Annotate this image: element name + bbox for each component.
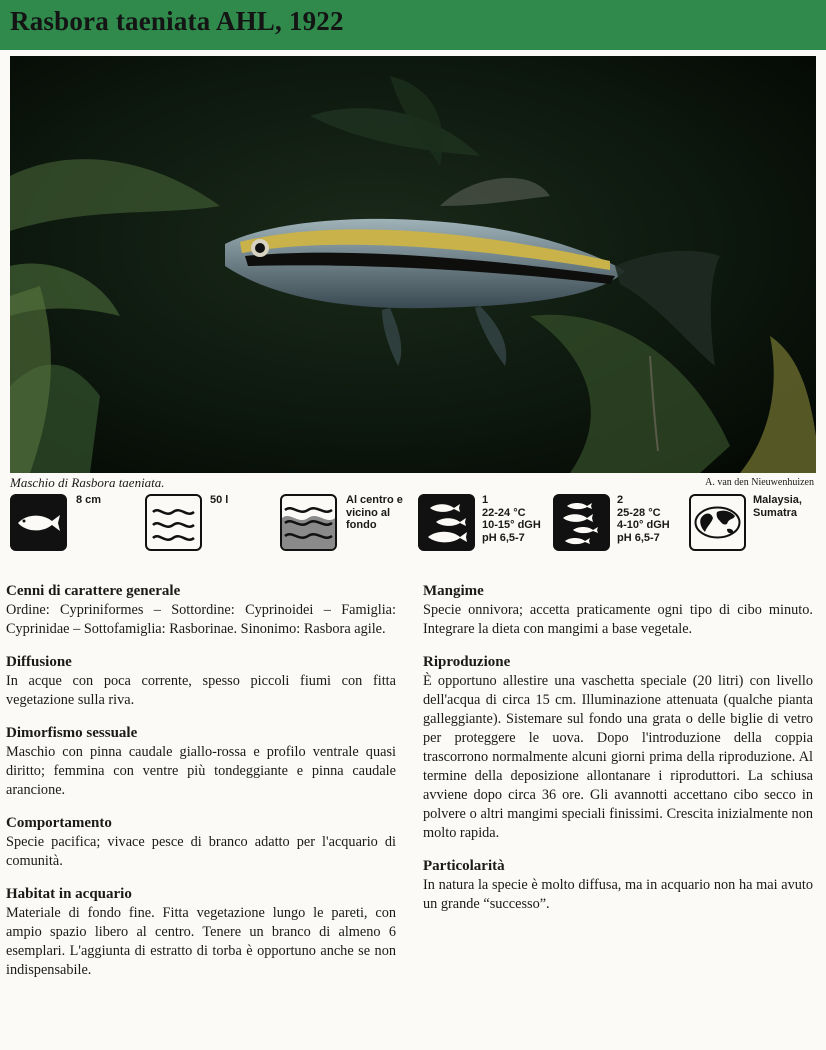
section-heading: Dimorfismo sessuale (6, 725, 138, 741)
section-heading: Mangime (423, 583, 484, 599)
section-heading: Habitat in acquario (6, 886, 132, 902)
left-column (6, 583, 396, 995)
origin-label: Malaysia, Sumatra (753, 494, 802, 519)
fish-size-label: 8 cm (76, 494, 102, 506)
section-text: Ordine: Cypriniformes – Sottordine: Cyprinoidei – Famiglia: Cyprinidae – Sottofamiglia: Rasborinae. Sinonimo: Rasbora agile. (6, 602, 396, 637)
section-text: In natura la specie è molto diffusa, ma in acquario non ha mai avuto un grande “successo”. (423, 877, 813, 912)
breeding-1-label: 1 22-24 °C 10-15° dGH pH 6,5-7 (482, 494, 541, 544)
section-mangime (423, 583, 813, 639)
section-heading: Riproduzione (423, 654, 511, 670)
swim-zone-icon (280, 494, 337, 551)
tank-volume-label: 50 l (210, 494, 229, 506)
tank-volume-icon (145, 494, 202, 551)
section-text: In acque con poca corrente, spesso piccoli fiumi con fitta vegetazione sulla riva. (6, 673, 396, 708)
fish-size-icon (10, 494, 67, 551)
section-heading: Particolarità (423, 858, 505, 874)
section-text: Maschio con pinna caudale giallo-rossa e profilo ventrale quasi diritto; femmina con ventre più tondeggiante e pinna caudale arancione. (6, 744, 396, 798)
section-habitat (6, 886, 396, 980)
section-text: È opportuno allestire una vaschetta speciale (20 litri) con livello dell'acqua di circa 15 cm. Illuminazione attenuata (qualche pianta galleggiante). Sistemare sul fondo una grata o delle biglie di vetro per proteggere le uova. Dopo l'introduzione della coppia trascorrono normalmente alcuni giorni prima della riproduzione. Al termine della deposizione allontanare i riproduttori. La schiusa avviene dopo circa 36 ore. Gli avannotti accettano cibo secco in polvere o altri mangimi speciali finissimi. Crescita inizialmente non molto rapida. (423, 673, 813, 841)
section-particolarita (423, 858, 813, 914)
world-map-icon (689, 494, 746, 551)
breeding-2-label: 2 25-28 °C 4-10° dGH pH 6,5-7 (617, 494, 670, 544)
section-diffusione (6, 654, 396, 710)
section-heading: Cenni di carattere generale (6, 583, 181, 599)
section-heading: Diffusione (6, 654, 72, 670)
info-icon-strip (0, 490, 826, 556)
section-riproduzione (423, 654, 813, 843)
section-comportamento (6, 815, 396, 871)
fish-photo-illustration (10, 56, 816, 473)
breeding-1-icon (418, 494, 475, 551)
section-text: Specie onnivora; accetta praticamente ogni tipo di cibo minuto. Integrare la dieta con mangimi a base vegetale. (423, 602, 813, 637)
section-text: Specie pacifica; vivace pesce di branco adatto per l'acquario di comunità. (6, 834, 396, 869)
title-bar (0, 0, 826, 50)
breeding-2-icon (553, 494, 610, 551)
section-heading: Comportamento (6, 815, 112, 831)
page-title: Rasbora taeniata AHL, 1922 (10, 6, 344, 36)
fish-photo (10, 56, 816, 473)
section-text: Materiale di fondo fine. Fitta vegetazione lungo le pareti, con ampio spazio libero al centro. Tenere un branco di almeno 6 esemplari. L'aggiunta di estratto di torba è opportuno anche se non indispensabile. (6, 905, 396, 978)
right-column (423, 583, 813, 929)
section-cenni (6, 583, 396, 639)
photo-caption: Maschio di Rasbora taeniata. (10, 475, 165, 490)
photo-credit: A. van den Nieuwenhuizen (705, 477, 814, 488)
swim-zone-label: Al centro e vicino al fondo (346, 494, 403, 531)
section-dimorfismo (6, 725, 396, 800)
